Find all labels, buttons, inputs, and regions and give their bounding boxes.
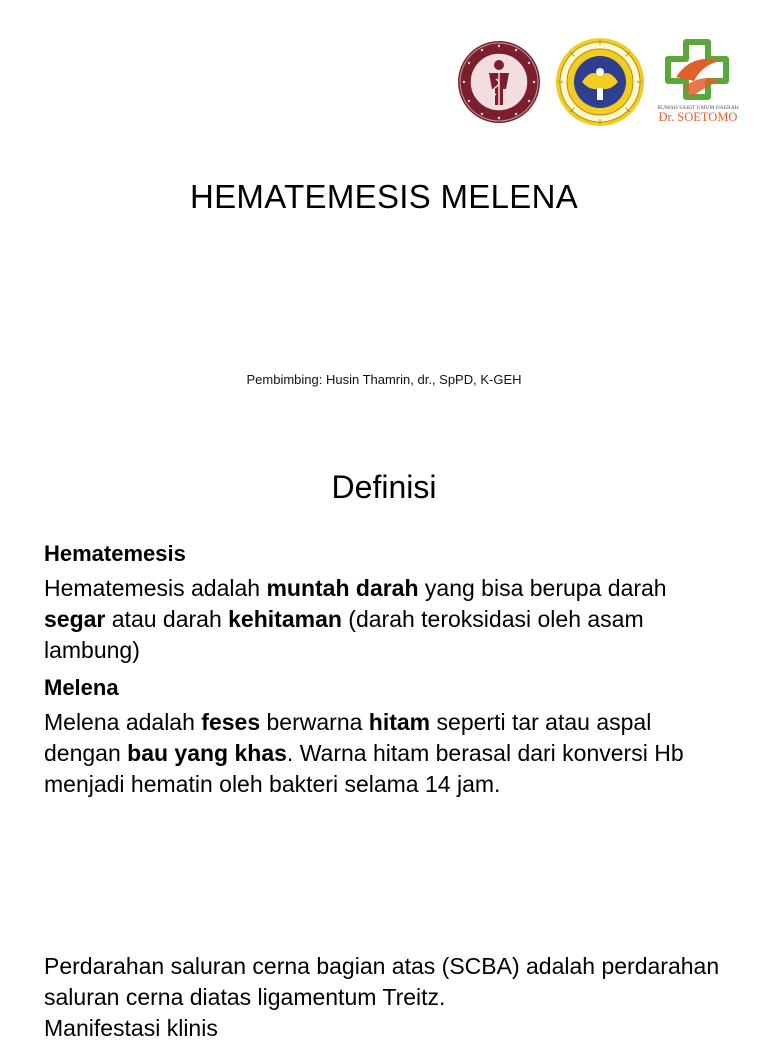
melena-label: Melena [44, 675, 119, 700]
papdi-seal-logo [456, 39, 542, 125]
unair-seal-logo [554, 36, 646, 128]
scba-cut-line: Manifestasi klinis [44, 1015, 218, 1041]
hematemesis-definition: Hematemesis adalah muntah darah yang bisa berupa darah segar atau darah kehitaman (darah teroksidasi oleh asam lambung) [44, 575, 667, 663]
scba-definition: Perdarahan saluran cerna bagian atas (SCBA) adalah perdarahan saluran cerna diatas ligamentum Treitz. [44, 953, 720, 1010]
scba-section [44, 951, 734, 1044]
title-slide [0, 0, 768, 442]
slide-subtitle: Pembimbing: Husin Thamrin, dr., SpPD, K-GEH [246, 372, 522, 387]
melena-definition: Melena adalah feses berwarna hitam seperti tar atau aspal dengan bau yang khas. Warna hitam berasal dari konversi Hb menjadi hematin oleh bakteri selama 14 jam. [44, 709, 684, 797]
rsud-big-text: Dr. SOETOMO [658, 110, 738, 124]
slide-title: HEMATEMESIS MELENA [189, 178, 579, 215]
logo-row [456, 36, 738, 128]
definition-slide [0, 443, 768, 1041]
definition-heading: Definisi [331, 469, 437, 505]
rsud-small-text: RUMAH SAKIT UMUM DAERAH [657, 105, 739, 111]
hematemesis-label: Hematemesis [44, 541, 186, 566]
rsud-dr-soetomo-logo [658, 37, 738, 127]
definition-body [44, 538, 734, 800]
